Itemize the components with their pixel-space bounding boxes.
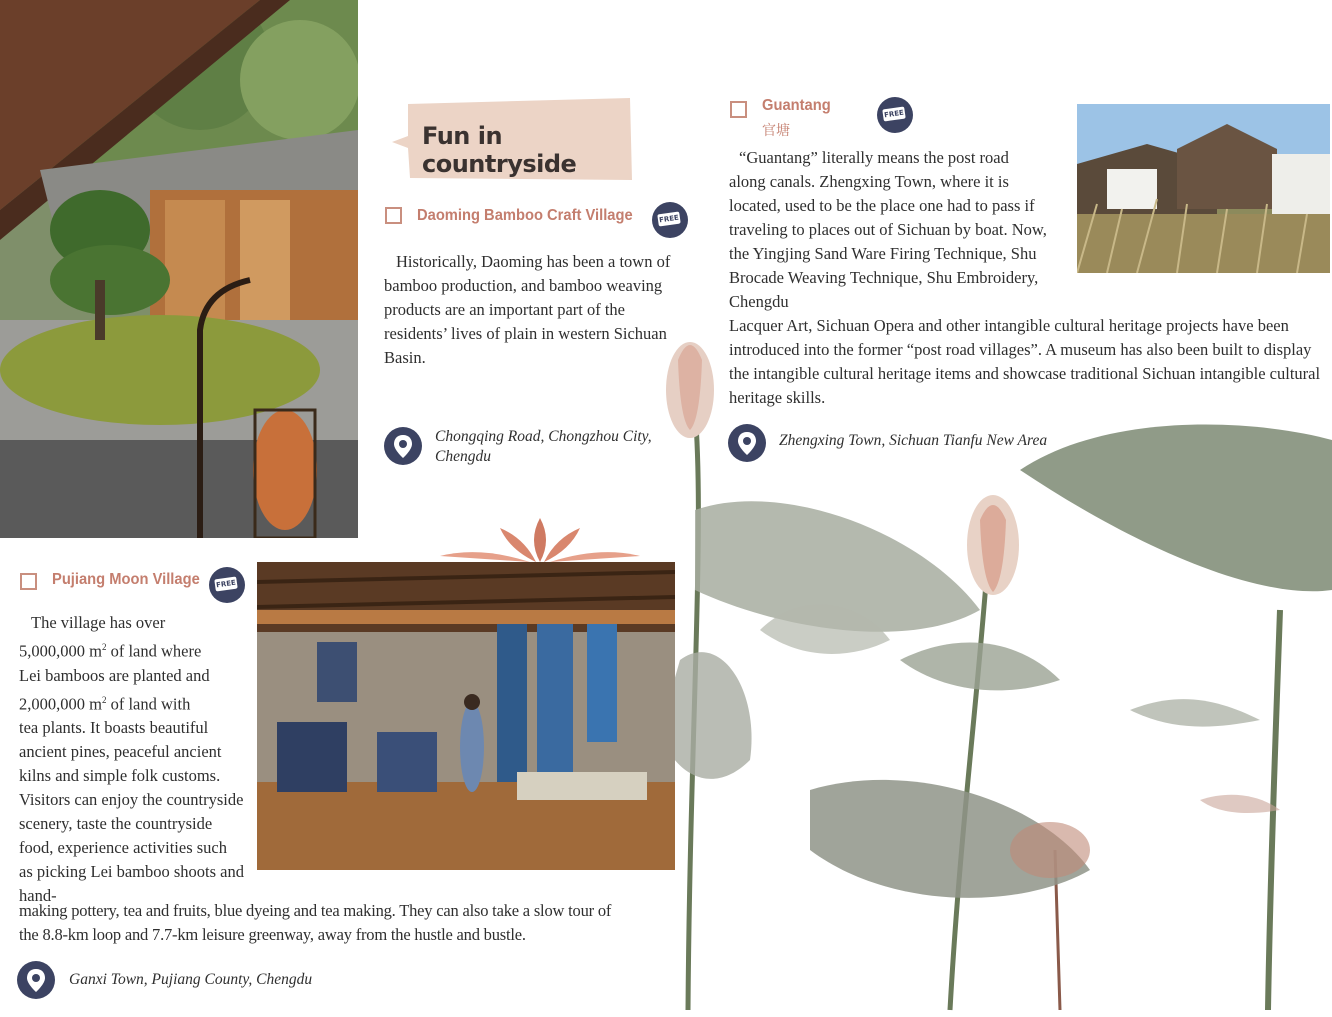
lotus-flower-icon [440,516,640,564]
pujiang-body-line1: The village has over [31,613,166,632]
pujiang-body-line4a: 2,000,000 m [19,694,102,713]
pujiang-sup2: 2 [101,694,107,705]
pujiang-body-full: making pottery, tea and fruits, blue dyeing and tea making. They can also take a slow tour of the 8.8-km loop and 7.7-km leisure greenway, away from the hustle and bustle. [19,901,612,944]
guantang-body-full: Lacquer Art, Sichuan Opera and other intangible cultural heritage projects have been introduced into the former “post road villages”. A museum has also been built to display the intangible cultural heritage items and showcase traditional Sichuan intangible cultural heritage skills. [729,316,1321,407]
pujiang-address: Ganxi Town, Pujiang County, Chengdu [69,971,313,988]
daoming-location-pin-icon [384,427,422,465]
guantang-photo [1077,104,1330,273]
guantang-free-badge [877,97,913,133]
daoming-address-line2: Chengdu [435,448,491,465]
pujiang-body-line2a: 5,000,000 m [19,641,102,661]
pujiang-body-line4b: of land with [106,694,191,713]
guantang-title-zh: 官塘 [762,123,790,139]
pujiang-body-col [19,611,244,908]
guantang-body-col: “Guantang” literally means the post road along canals. Zhengxing Town, where it is located, used to be the place one had to pass if traveling to places out of Sichuan by boat. Now, the Yingjing Sand Ware Firing Technique, Shu Brocade Weaving Technique, Shu Embroidery, Chengdu [729,148,1047,311]
guantang-checkbox[interactable] [730,101,747,118]
pujiang-checkbox[interactable] [20,573,37,590]
daoming-checkbox[interactable] [385,207,402,224]
daoming-title: Daoming Bamboo Craft Village [417,207,633,224]
pujiang-body-line3: Lei bamboos are planted and [19,665,210,685]
courtyard-photo [0,0,358,538]
daoming-address [435,427,675,467]
section-heading-banner [392,98,632,180]
pujiang-body-line2 [19,635,244,664]
free-tag-icon: FREE [657,212,680,227]
guantang-address: Zhengxing Town, Sichuan Tianfu New Area [779,432,1048,449]
pujiang-location-pin-icon [17,961,55,999]
lotus-illustration [660,330,1332,1012]
pujiang-sup1: 2 [101,642,107,652]
page-heading: Fun in countryside [422,122,577,178]
free-tag-icon: FREE [214,577,237,592]
daoming-free-badge [652,202,688,238]
guantang-title: Guantang [762,97,831,114]
pujiang-title: Pujiang Moon Village [52,571,200,588]
free-tag-icon: FREE [882,107,905,122]
pujiang-free-badge [209,567,245,603]
pujiang-body-rest: tea plants. It boasts beautiful ancient pines, peaceful ancient kilns and simple folk customs. Visitors can enjoy the countryside scenery, taste the countryside food, experience activities such as picking Lei bamboo shoots and hand- [19,718,245,905]
pujiang-body-line2b: of land where [106,641,202,661]
daoming-address-line1: Chongqing Road, Chongzhou City, [435,428,652,445]
pujiang-shop-photo [257,562,675,870]
daoming-body: Historically, Daoming has been a town of bamboo production, and bamboo weaving products are an important part of the residents’ lives of plain in western Sichuan Basin. [384,252,671,367]
pujiang-body-line4 [19,688,244,717]
